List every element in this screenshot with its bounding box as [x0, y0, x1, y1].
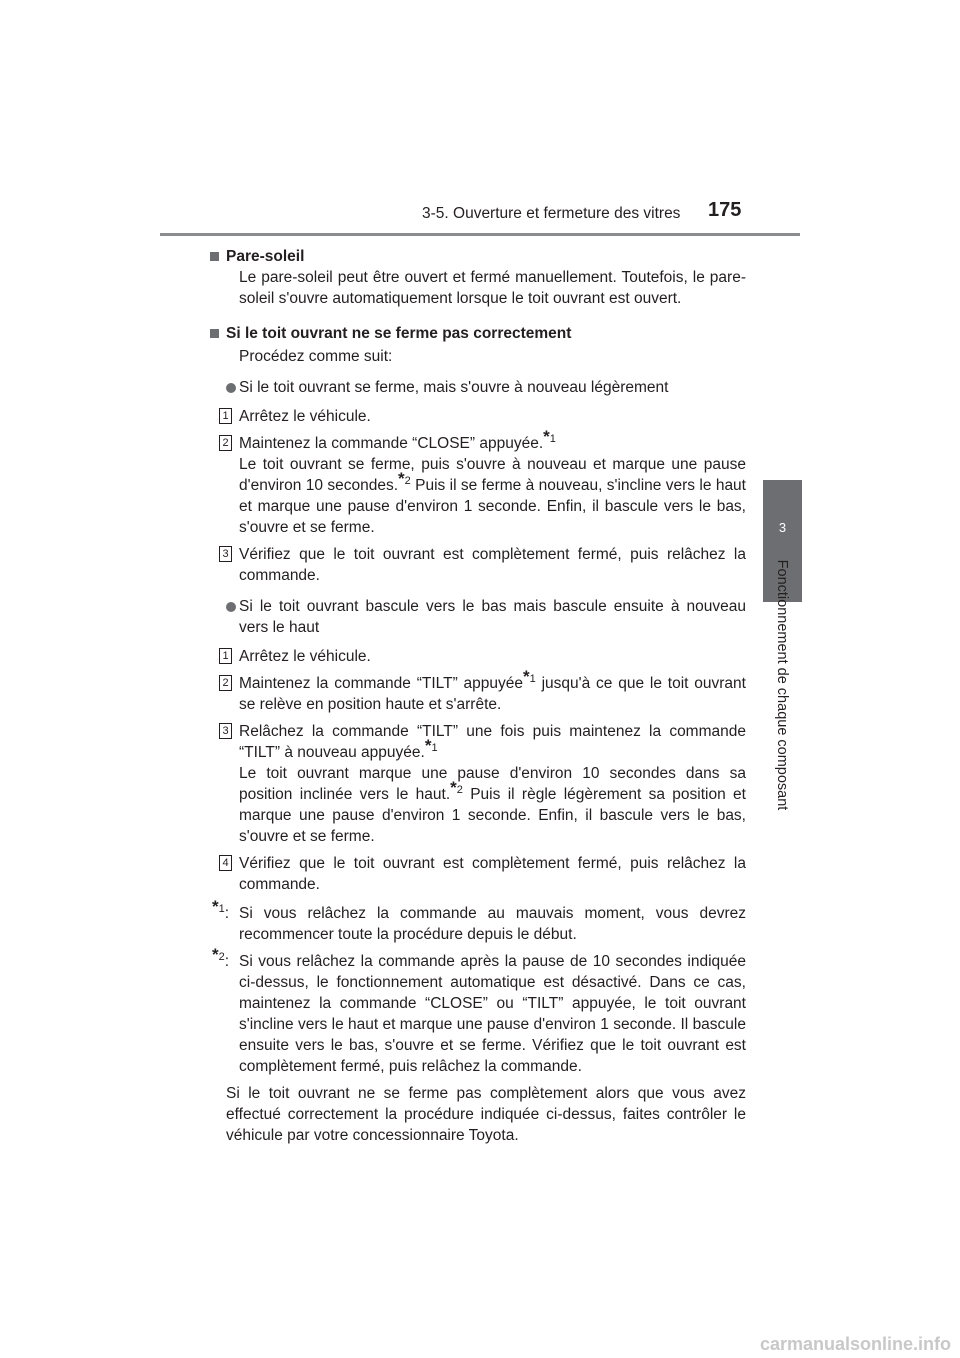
step-number: 2: [219, 675, 232, 691]
square-bullet-icon: [210, 329, 219, 338]
case-bullet: Si le toit ouvrant bascule vers le bas mais bascule ensuite à nouveau vers le haut: [212, 596, 746, 638]
chapter-side-label-text: Fonctionnement de chaque composant: [774, 559, 790, 811]
footnote: $^{*2}$: Si vous relâchez la commande après la pause de 10 secondes indiquée ci-dessus, le fonctionnement automatique est désactivé. Dans ce cas, maintenez la commande “CLOSE” ou “TILT” appuyée, le toit ouvrant s'incline vers le haut et marque une pause d'environ 1 seconde. Il bascule ensuite vers le bas, s'ouvre et se ferme. Vérifiez que le toit ouvrant est complètement fermé, puis relâchez la commande.: [212, 944, 746, 1075]
header-divider: [160, 233, 800, 236]
circle-bullet-icon: [226, 602, 236, 612]
paragraph: Le pare-soleil peut être ouvert et fermé manuellement. Toutefois, le pare-soleil s'ouvre automatiquement lorsque le toit ouvrant est ouvert.: [239, 269, 746, 307]
step-number: 1: [219, 408, 232, 424]
step-number: 4: [219, 855, 232, 871]
step: 3 Vérifiez que le toit ouvrant est complètement fermé, puis relâchez la commande.: [212, 544, 746, 586]
step: 4 Vérifiez que le toit ouvrant est complètement fermé, puis relâchez la commande.: [212, 853, 746, 895]
section-heading-pare-soleil: Pare-soleil: [212, 246, 746, 267]
step-number: 3: [219, 546, 232, 562]
step-number: 3: [219, 723, 232, 739]
page-content: [212, 240, 746, 1146]
page-number: 175: [708, 199, 742, 221]
footnote: $^{*1}$: Si vous relâchez la commande au mauvais moment, vous devrez recommencer toute la procédure depuis le début.: [212, 896, 746, 943]
paragraph: Procédez comme suit:: [239, 348, 393, 365]
chapter-side-label: [770, 559, 794, 811]
step-number: 2: [219, 435, 232, 451]
case-bullet: Si le toit ouvrant se ferme, mais s'ouvre à nouveau légèrement: [212, 377, 746, 398]
square-bullet-icon: [210, 252, 219, 261]
paragraph: Si le toit ouvrant ne se ferme pas complètement alors que vous avez effectué correctement la procédure indiquée ci-dessus, faites contrôler le véhicule par votre concessionnaire Toyota.: [226, 1085, 746, 1144]
step: 2 Maintenez la commande “TILT” appuyée$^{*1}$ jusqu'à ce que le toit ouvrant se relève en position haute et s'arrête.: [212, 673, 746, 715]
circle-bullet-icon: [226, 383, 236, 393]
step-number: 1: [219, 648, 232, 664]
watermark: carmanualsonline.info: [760, 1334, 952, 1354]
step: 1 Arrêtez le véhicule.: [212, 646, 746, 667]
section-heading-toit: Si le toit ouvrant ne se ferme pas correctement: [212, 323, 746, 344]
step: 3 Relâchez la commande “TILT” une fois puis maintenez la commande “TILT” à nouveau appuyée.$^{*1}$ Le toit ouvrant marque une pause d'environ 10 secondes dans sa position inclinée vers le haut.$^{*2}$ Puis il règle légèrement sa position et marque une pause d'environ 1 seconde. Enfin, il bascule vers le bas, s'ouvre et se ferme.: [212, 721, 746, 847]
step: 1 Arrêtez le véhicule.: [212, 406, 746, 427]
header-section-title: 3-5. Ouverture et fermeture des vitres: [422, 205, 681, 222]
chapter-tab-number: 3: [778, 520, 787, 535]
step: 2 Maintenez la commande “CLOSE” appuyée.$^{*1}$ Le toit ouvrant se ferme, puis s'ouvre à nouveau et marque une pause d'environ 10 secondes.$^{*2}$ Puis il se ferme à nouveau, s'incline vers le haut et marque une pause d'environ 1 seconde. Enfin, il bascule vers le bas, s'ouvre et se ferme.: [212, 433, 746, 538]
